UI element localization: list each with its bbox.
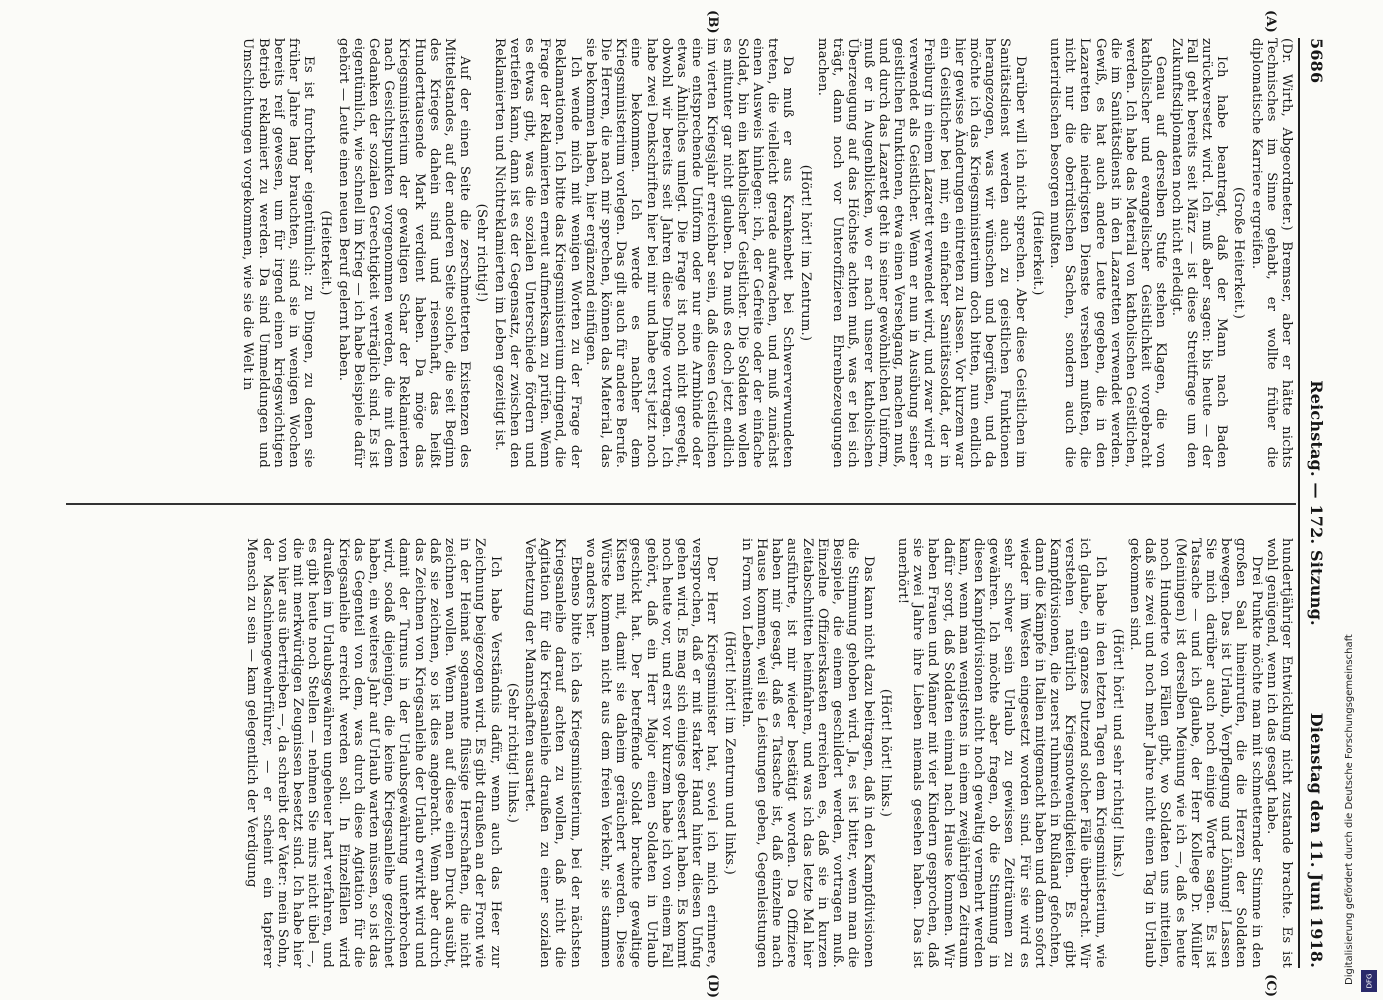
digitization-note-text: Digitalisierung gefördert durch die Deutsche Forschungsgemeinschaft xyxy=(1344,634,1355,985)
dfg-logo xyxy=(1361,970,1377,992)
paragraph: Auf der einen Seite die zerschmetterten Existenzen des Mittelstandes, auf der anderen Seite solche, die seit Beginn des Krieges dahein sind und riesenhaft, das heißt Hunderttausende Mark verdient haben. Da möge das Kriegsministerium der gewaltigen Schar der Reklamierten nach Gesichtspunkten vorgenommen werden, die mit dem Gedanken der sozialen Gerechtigkeit verträglich sind. Es ist eigentümlich, wie schnell im Krieg — ich habe Beispiele dafür gehört — Leute einen neuen Beruf gelernt haben. xyxy=(335,38,473,468)
header-rule xyxy=(1298,38,1300,968)
interjection: (Heiterkeit.) xyxy=(1029,210,1045,296)
interjection: (Heiterkeit.) xyxy=(318,210,334,296)
page-number: 5686 xyxy=(1307,38,1326,84)
interjection: (Sehr richtig!) xyxy=(474,203,490,303)
paragraph: Drei Punkte möchte man mit schmetternder Stimme in den großen Saal hineinrufen, die die Herzen der Soldaten bewegen. Das ist Urlaub, Verpflegung und Löhnung! Lassen Sie mich darüber auch noch einige Worte sagen. Es ist Tatsache — und ich glaube, der Herr Kollege Dr. Müller (Meiningen) ist derselben Meinung wie ich —, daß es heute noch Hunderte von Fällen gibt, wo Soldaten uns mitteilen, daß sie zwei und noch mehr Jahre nicht einen Tag in Urlaub gekommen sind. xyxy=(1126,538,1264,968)
session-title: Reichstag. — 172. Sitzung. xyxy=(1307,380,1326,626)
paragraph: Der Herr Kriegsminister hat, soviel ich mich erinnere, versprochen, daß er mit starker Hand hinter diesen Unfug gehen wird. Es mag sich einiges gebessert haben. Es kommt noch heute vor, und erst vor kurzem habe ich von einem Fall gehört, daß ein Herr Major einen Soldaten in Urlaub geschickt hat. Der betreffende Soldat brachte gewaltige Kisten mit, damit sie daheim geräuchert werden. Diese Würste kommen nicht aus dem freien Verkehr, sie stammen wo anders her. xyxy=(582,538,720,968)
paragraph: Da muß er aus Krankenbett bei Schwerverwundeten treten, die vielleicht gerade aufwachen, und muß zunächst einen Ausweis hinlegen: ich, der Gefreite oder der einfache Soldat, bin ein katholischer Geistlicher. Die Soldaten wollen es mitunter gar nicht glauben. Da muß es doch jetzt endlich im vierten Kriegsjahr erreichbar sein, daß diesen Geistlichen eine entsprechende Uniform oder nur eine Armbinde oder etwas Ähnliches umlegt. Die Frage ist noch nicht geregelt, obwohl wir bereits seit Jahren diese Dinge vortragen. Ich habe zwei Denkschriften hier bei mir und habe erst jetzt noch eine bekommen. Ich werde es nachher dem Kriegsministerium vorlegen. Das gilt auch für andere Berufe. Die Herren, die nach mir sprechen, können das Material, das sie bekommen haben, hier ergänzend einfügen. xyxy=(582,38,796,468)
interjection: (Hört! hört! und sehr richtig! links.) xyxy=(1109,628,1125,878)
paragraph: Ich habe in den letzten Tagen dem Kriegsministerium, wie ich glaube, ein ganzes Dutzend solcher Fälle überbracht. Wir verstehen natürlich Kriegsnotwendigkeiten. Es gibt Kampfdivisionen, die zuerst ruhmreich in Rußland gefochten, dann die Kämpfe in Italien mitgemacht haben und dann sofort wieder im Westen eingesetzt worden sind. Für sie wird es sehr schwer sein Urlaub zu gewissen Zeiträumen zu gewähren. Ich möchte aber fragen, ob die Stimmung in diesen Kampfdivisionen nicht noch gewaltig vermehrt werden kann, wenn man wenigstens in einem zweijährigen Zeitraum dafür sorgt, daß Soldaten einmal nach Hause kommen. Wir haben Frauen und Männer mit vier Kindern gesprochen, daß sie zwei Jahre ihre Lieben niemals gesehen haben. Das ist unerhört! xyxy=(894,538,1108,968)
paragraph: Ich habe Verständnis dafür, wenn auch das Heer zur Zeichnung beigezogen wird. Es gibt draußen an der Front wie in der Heimat sogenannte flüssige Herrschaften, die nicht zeichnen wollen. Wenn man auf diese einen Druck ausübt, daß sie zeichnen, so ist dies angebracht. Wenn aber durch das Zeichnen von Kriegsanleihe der Urlaub erwirkt wird und damit der Turnus in der Urlaubsgewährung unterbrochen wird, sodaß diejenigen, die keine Kriegsanleihe gezeichnet haben, ein weiteres Jahr auf Urlaub warten müssen, so ist das das Gegenteil von dem, was durch diese Agitation für die Kriegsanleihe erreicht werden soll. In Einzelfällen wird draußen im Urlaubsgewähren ungeheuer hart verfahren, und es gibt heute noch Stellen — nehmen Sie mirs nicht übel —, die mit merkwürdigen Zeugnissen besetzt sind. Ich habe hier von hier aus übertrieben —, da schreibt der Vater: mein Sohn, der Maschinengewehrführer, — er scheint ein tapferer Mensch zu sein — kam gelegentlich der Verdigung xyxy=(244,538,503,968)
session-date: Dienstag den 11. Juni 1918. xyxy=(1307,712,1326,968)
margin-mark-b: (B) xyxy=(705,10,720,34)
paragraph: Ich habe beantragt, daß der Mann nach Baden zurückversetzt wird. Ich muß aber sagen: bis heute — der Fall geht bereits seit März — ist diese Streitfrage um den Zukunftsdiplomaten noch nicht erledigt. xyxy=(1168,38,1230,468)
column-divider xyxy=(66,503,1296,505)
paragraph: Ebenso bitte ich das Kriegsministerium, bei der nächsten Kriegsanleihe darauf achten zu wollen, daß nicht die Agitation für die Kriegsanleihe draußen zu einer sozialen Verhetzung der Mannschaften ausartet. xyxy=(522,538,583,968)
page-header xyxy=(1300,38,1330,968)
paragraph: Darüber will ich nicht sprechen. Aber diese Geistlichen im Sanitätsdienst werden auch zu geistlichen Funktionen herangezogen, was wir wünschen und begrüßen, und da möchte ich das Kriegsministerium doch bitten, nun endlich hier gewisse Änderungen eintreten zu lassen. Vor kurzem war ein Geistlicher bei mir, ein einfacher Sanitätssoldat, der in Freiburg in einem Lazarett verwendet wird, und zwar wird er verwendet als Geistlicher. Wenn er nun in Ausübung seiner geistlichen Funktionen, etwa einen Versehgang, machen muß, und durch das Lazarett geht in seiner gewöhnlichen Uniform, muß er in Augenblicken, wo er nach unserer katholischen Überzeugung auf das Höchste achten muß, was er bei sich trägt, dann noch vor Unteroffizieren Ehrenbezeugungen machen. xyxy=(814,38,1028,468)
margin-mark-a: (A) xyxy=(1263,10,1278,33)
paragraph: (Dr. Wirth, Abgeordneter.) Bremser, aber er hätte nichts Technisches im Sinne gehabt, er wollte früher die diplomatische Karriere ergreifen. xyxy=(1248,38,1294,468)
paragraph: Genau auf derselben Stufe stehen Klagen, die von katholischer und evangelischer Geistlichkeit vorgebracht werden. Ich habe das Material von katholischen Geistlichen, die im Sanitätsdienst in den Lazaretten verwendet werden. Gewiß, es hat auch andere Leute gegeben, die in den Lazaretten die niedrigsten Dienste versehen mußten, die nicht nur die oberirdischen Sachen, sondern auch die unterirdischen besorgen mußten. xyxy=(1046,38,1169,468)
paragraph: hundertjähriger Entwicklung nicht zustande brachte. Es ist wohl genügend, wenn ich das gesagt habe. xyxy=(1263,538,1294,968)
paragraph: Das kann nicht dazu beitragen, daß in den Kampfdivisionen die Stimmung gehoben wird. Ja, es ist bitter, wenn man die Beispiele, die einem geschildert werden, vortragen muß. Einzelne Offizierskasten erreichen es, daß sie in kurzen Zeitabschnitten heimfahren, und was ich das letzte Mal hier ausführte, ist mir wieder bestätigt worden. Da Offiziere haben mir gesagt, daß es Tatsache ist, daß einzelne nach Hause kommen, weil sie Leistungen geben, Gegenleistungen in Form von Lebensmitteln. xyxy=(738,538,876,968)
digitization-note xyxy=(1336,0,1376,1000)
interjection: (Große Heiterkeit.) xyxy=(1231,186,1247,320)
paragraph: Ich wende mich mit wenigen Worten zu der Frage der Reklamationen. Ich bitte das Kriegsministerium dringend, die Frage der Reklamierten erneut aufmerksam zu prüfen. Wenn es etwas gibt, was die sozialen Unterschiede fördern und vertiefen kann, dann ist es der Gegensatz, der zwischen den Reklamierten und Nichtreklamierten im Leben gezeitigt ist. xyxy=(491,38,583,468)
paragraph: Es ist furchtbar eigentümlich: zu Dingen, zu denen sie früher Jahre lang brauchten, sind sie in wenigen Wochen bereits reif gewesen, um für irgend einen kriegswichtigen Betrieb reklamiert zu werden. Da sind Ummeldungen und Umschichtungen vorgekommen, wie sie die Welt in xyxy=(240,38,317,468)
interjection: (Hört! hört! im Zentrum.) xyxy=(797,164,813,342)
margin-mark-d: (D) xyxy=(705,974,720,999)
right-text-column xyxy=(74,538,1294,968)
margin-mark-c: (C) xyxy=(1263,974,1278,998)
interjection: (Sehr richtig! links.) xyxy=(504,682,520,824)
interjection: (Hört! hört! im Zentrum und links.) xyxy=(721,630,737,876)
dfg-logo-text: DFG xyxy=(1365,973,1373,989)
document-page xyxy=(50,8,1330,998)
interjection: (Hört! hört! links.) xyxy=(877,688,893,818)
left-text-column xyxy=(74,38,1294,468)
